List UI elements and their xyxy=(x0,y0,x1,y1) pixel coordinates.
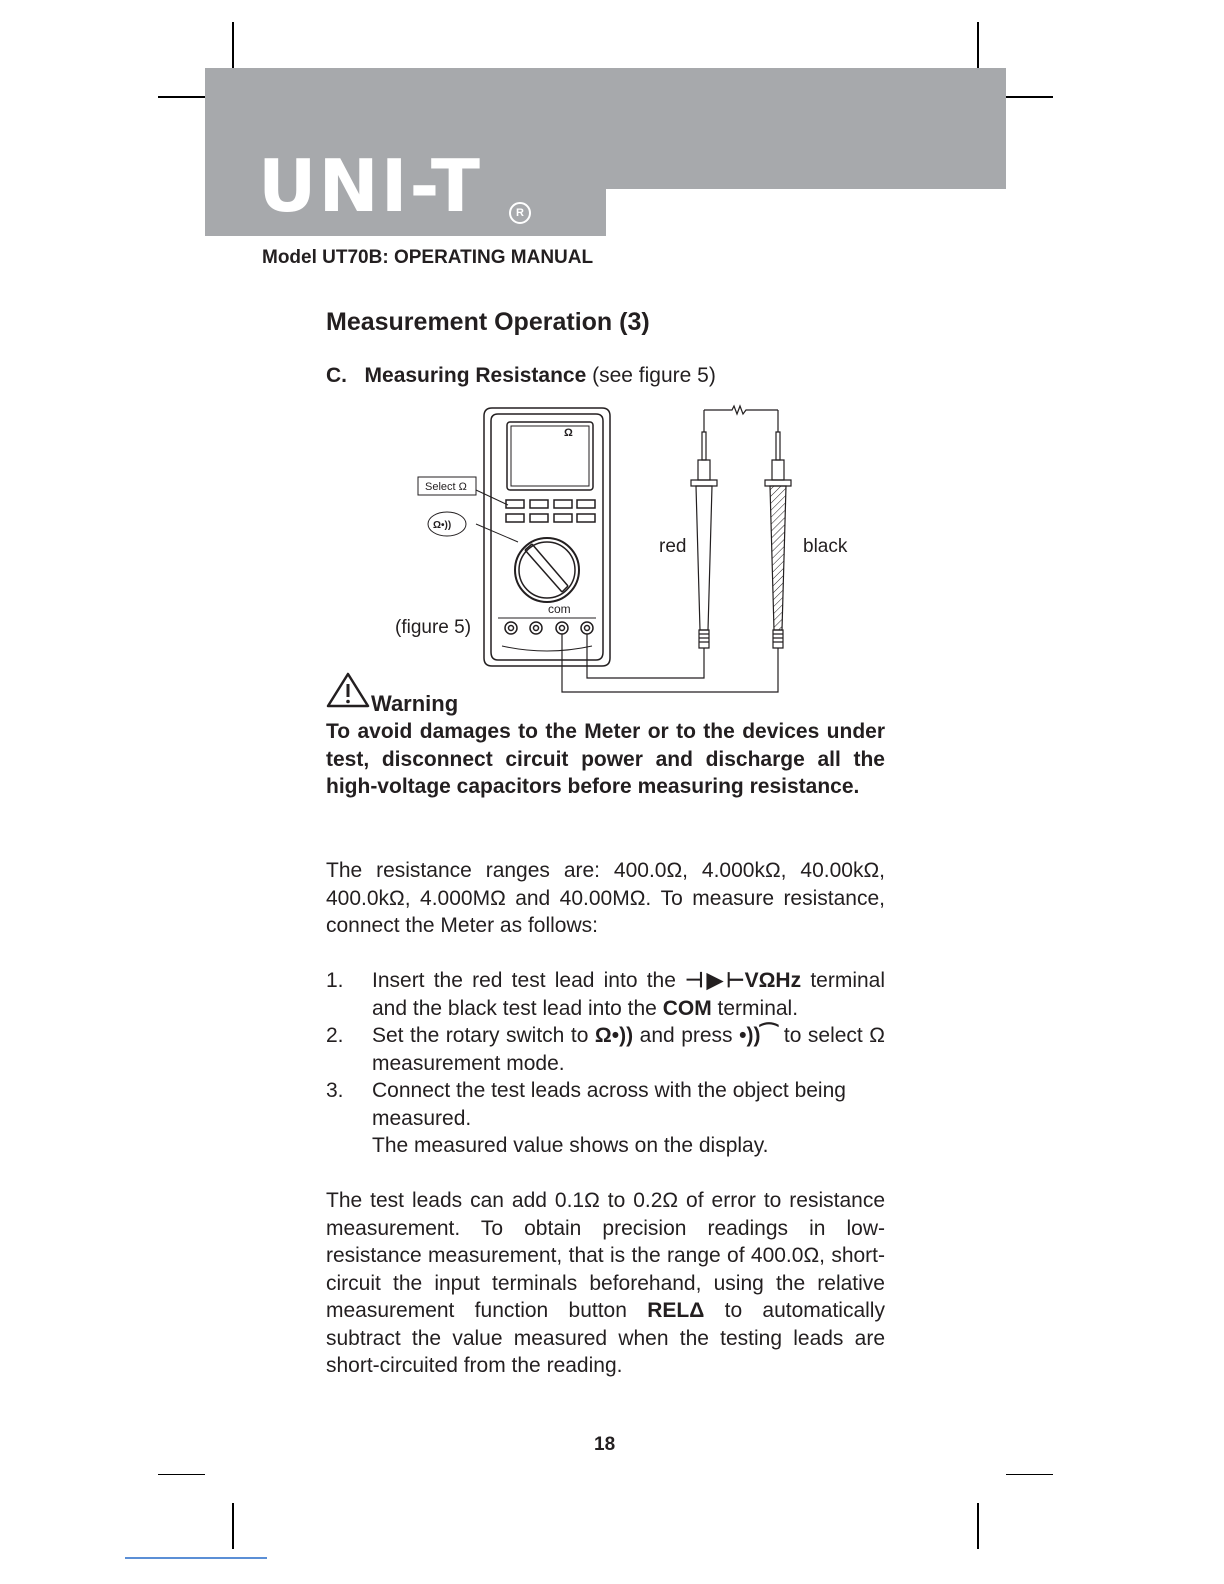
subsection-heading xyxy=(326,364,716,388)
crop-mark xyxy=(158,96,205,98)
red-lead-wire xyxy=(587,634,704,678)
list-item xyxy=(326,1022,885,1077)
page-number: 18 xyxy=(594,1434,616,1455)
step-number: 1. xyxy=(326,969,344,992)
red-probe xyxy=(691,432,717,648)
steps-list xyxy=(326,967,885,1160)
manual-model-line: Model UT70B: OPERATING MANUAL xyxy=(262,247,594,268)
registered-mark: R xyxy=(509,202,531,224)
subsection-ref: (see figure 5) xyxy=(592,364,716,387)
figure-caption: (figure 5) xyxy=(395,617,472,638)
step-text: terminal and the black test lead into the xyxy=(372,969,886,1020)
list-item xyxy=(326,1077,885,1160)
warning-title: Warning xyxy=(371,691,459,716)
section-title: Measurement Operation (3) xyxy=(326,308,650,336)
com-terminal-label: COM xyxy=(662,996,712,1020)
black-lead-label: black xyxy=(803,536,848,557)
resistor-symbol xyxy=(704,406,778,414)
edge-rule xyxy=(125,1557,267,1559)
rel-button-label: RELΔ xyxy=(647,1299,705,1322)
crop-mark xyxy=(232,22,234,68)
step-text: and press xyxy=(633,1024,740,1047)
precision-paragraph xyxy=(326,1187,885,1380)
precision-text: The test leads can add 0.1Ω to 0.2Ω of error to resistance measurement. To obtain precision readings in low-resistance measurement, that is the range of 400.0Ω, short-circuit the input terminals beforehand, using the relative measurement function button xyxy=(326,1189,885,1322)
step-text: to select Ω measurement mode. xyxy=(372,1024,885,1075)
red-lead-label: red xyxy=(659,536,687,557)
crop-mark xyxy=(977,1503,979,1549)
select-callout-label: Select Ω xyxy=(425,481,467,493)
crop-mark xyxy=(1006,1474,1053,1475)
select-key-symbol: •))⁀ xyxy=(739,1024,778,1047)
step-text: terminal. xyxy=(711,996,799,1020)
crop-mark xyxy=(232,1503,234,1549)
multimeter-illustration xyxy=(484,408,610,666)
warning-heading xyxy=(326,672,459,716)
step-number: 2. xyxy=(326,1024,344,1047)
warning-body: To avoid damages to the Meter or to the devices under test, disconnect circuit power and discharge all the high-voltage capacitors before measuring resistance. xyxy=(326,720,885,798)
step-text: Insert the red test lead into the xyxy=(372,969,686,992)
ranges-paragraph: The resistance ranges are: 400.0Ω, 4.000kΩ, 40.00kΩ, 400.0kΩ, 4.000MΩ and 40.00MΩ. To measure resistance, connect the Meter as follows: xyxy=(326,859,885,937)
vohm-terminal-symbol: ⊣▶⊢VΩHz xyxy=(685,969,802,992)
ohm-continuity-symbol: Ω•)) xyxy=(594,1024,634,1047)
warning-triangle-icon xyxy=(326,672,370,708)
list-item xyxy=(326,967,885,1022)
black-probe xyxy=(765,432,791,648)
black-lead-wire xyxy=(562,634,778,692)
crop-mark xyxy=(158,1474,205,1475)
step-text: Connect the test leads across with the object being measured. xyxy=(372,1079,846,1130)
precision-text: to automatically subtract the value measured when the testing leads are short-circuited from the reading. xyxy=(326,1299,885,1377)
screen-ohm-symbol: Ω xyxy=(564,427,573,439)
subsection-title: Measuring Resistance xyxy=(364,364,587,387)
subsection-letter: C. xyxy=(326,364,347,387)
brand-logo: UNI-T xyxy=(258,144,482,228)
step-text: The measured value shows on the display. xyxy=(372,1134,769,1157)
crop-mark xyxy=(1006,96,1053,98)
figure-5-diagram xyxy=(400,400,820,700)
crop-mark xyxy=(977,22,979,68)
callout-leaders xyxy=(476,490,518,542)
com-label: com xyxy=(548,602,571,616)
step-text: Set the rotary switch to xyxy=(372,1024,595,1047)
step-number: 3. xyxy=(326,1079,344,1102)
dial-callout-label: Ω•)) xyxy=(433,520,452,531)
